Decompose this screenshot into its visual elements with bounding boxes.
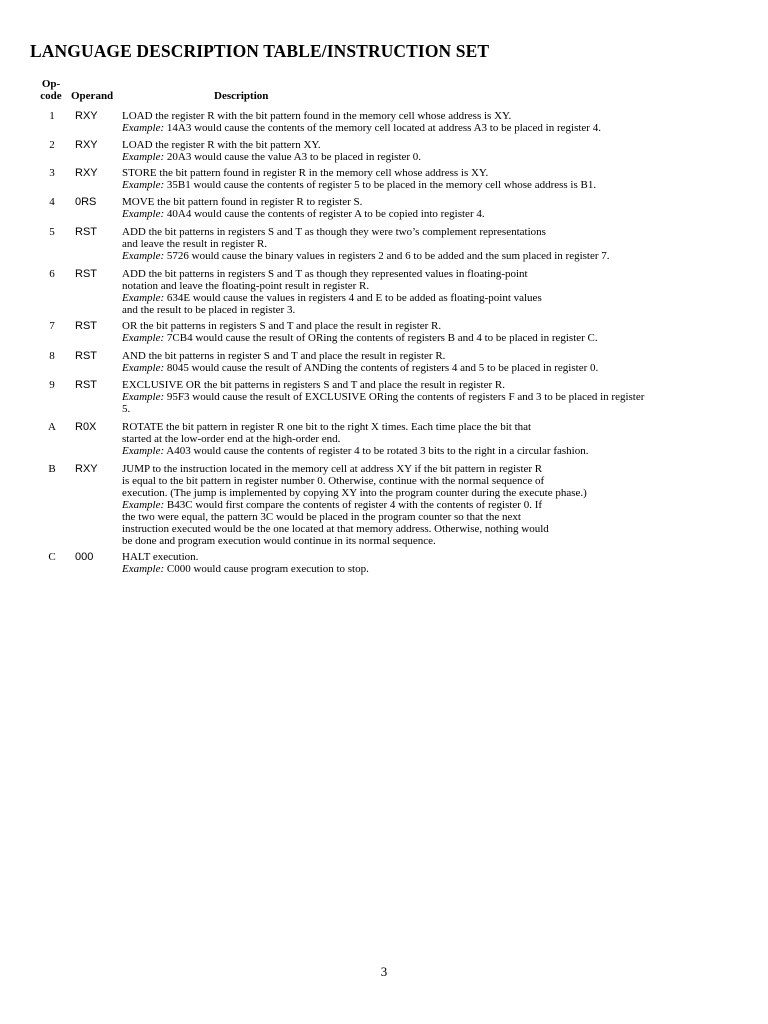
description-line: OR the bit patterns in registers S and T and place the result in register R.	[122, 320, 442, 332]
description-line: AND the bit patterns in register S and T and place the result in register R.	[122, 350, 446, 362]
example-text: 14A3 would cause the contents of the memory cell located at address A3 to be placed in register 4.	[164, 122, 601, 134]
example-line	[122, 179, 742, 191]
example-line	[122, 151, 742, 163]
description-line: execution. (The jump is implemented by copying XY into the program counter during the execute phase.)	[122, 487, 587, 499]
opcode-cell: 4	[49, 196, 55, 208]
description-cell	[122, 268, 742, 316]
example-text: 95F3 would cause the result of EXCLUSIVE ORing the contents of registers F and 3 to be placed in register	[164, 391, 645, 403]
opcode-cell: B	[48, 463, 56, 475]
example-line	[122, 292, 742, 304]
description-line: started at the low-order end at the high-order end.	[122, 433, 341, 445]
operand-cell: RST	[75, 350, 97, 362]
description-line: LOAD the register R with the bit pattern found in the memory cell whose address is XY.	[122, 110, 512, 122]
opcode-cell: 1	[49, 110, 55, 122]
opcode-cell: 3	[49, 167, 55, 179]
example-label: Example:	[122, 332, 165, 344]
description-line: MOVE the bit pattern found in register R to register S.	[122, 196, 363, 208]
example-text: 20A3 would cause the value A3 to be placed in register 0.	[164, 151, 422, 163]
operand-cell: RST	[75, 320, 97, 332]
page-title: LANGUAGE DESCRIPTION TABLE/INSTRUCTION SET	[30, 41, 490, 61]
description-line: HALT execution.	[122, 551, 199, 563]
description-line: STORE the bit pattern found in register R in the memory cell whose address is XY.	[122, 167, 489, 179]
opcode-cell: 8	[49, 350, 55, 362]
description-line: LOAD the register R with the bit pattern XY.	[122, 139, 321, 151]
operand-cell: 0RS	[75, 196, 97, 208]
example-continuation-line: be done and program execution would continue in its normal sequence.	[122, 535, 436, 547]
operand-cell: RST	[75, 379, 97, 391]
description-line: notation and leave the floating-point result in register R.	[122, 280, 370, 292]
example-label: Example:	[122, 208, 165, 220]
example-label: Example:	[122, 250, 165, 262]
description-cell	[122, 421, 742, 457]
page-number: 3	[380, 964, 388, 979]
description-cell	[122, 350, 742, 374]
example-line	[122, 332, 742, 344]
example-label: Example:	[122, 362, 165, 374]
description-cell	[122, 167, 742, 191]
opcode-cell: 9	[49, 379, 55, 391]
operand-cell: RXY	[75, 463, 98, 475]
example-continuation-line: 5.	[122, 403, 131, 415]
example-label: Example:	[122, 292, 165, 304]
description-line: ROTATE the bit pattern in register R one bit to the right X times. Each time place the bit that	[122, 421, 532, 433]
description-line: EXCLUSIVE OR the bit patterns in registers S and T and place the result in register R.	[122, 379, 505, 391]
description-cell	[122, 379, 742, 415]
operand-cell: RST	[75, 268, 97, 280]
example-label: Example:	[122, 179, 165, 191]
description-cell	[122, 551, 742, 575]
example-label: Example:	[122, 122, 165, 134]
opcode-cell: A	[48, 421, 56, 433]
example-text: 8045 would cause the result of ANDing the contents of registers 4 and 5 to be placed in register 0.	[164, 362, 599, 374]
example-label: Example:	[122, 391, 165, 403]
example-line	[122, 563, 742, 575]
operand-cell: RST	[75, 226, 97, 238]
example-line	[122, 122, 742, 134]
operand-cell: RXY	[75, 110, 98, 122]
example-text: 5726 would cause the binary values in registers 2 and 6 to be added and the sum placed in register 7.	[164, 250, 610, 262]
opcode-cell: 6	[49, 268, 55, 280]
opcode-header-line-2: code	[40, 90, 62, 102]
operand-cell: 000	[75, 551, 94, 563]
example-text: C000 would cause program execution to stop.	[164, 563, 369, 575]
example-text: 634E would cause the values in registers 4 and E to be added as floating-point values	[164, 292, 542, 304]
example-line	[122, 362, 742, 374]
operand-cell: R0X	[75, 421, 97, 433]
operand-cell: RXY	[75, 167, 98, 179]
opcode-column-header	[38, 78, 64, 102]
description-cell	[122, 196, 742, 220]
description-line: JUMP to the instruction located in the memory cell at address XY if the bit pattern in register R	[122, 463, 543, 475]
example-line	[122, 250, 742, 262]
example-label: Example:	[122, 445, 165, 457]
example-text: 35B1 would cause the contents of register 5 to be placed in the memory cell whose address is B1.	[164, 179, 597, 191]
example-line	[122, 445, 742, 457]
example-text: 40A4 would cause the contents of register A to be copied into register 4.	[164, 208, 485, 220]
operand-column-header: Operand	[71, 90, 114, 102]
example-label: Example:	[122, 563, 165, 575]
opcode-cell: C	[48, 551, 56, 563]
example-text: A403 would cause the contents of register 4 to be rotated 3 bits to the right in a circular fashion.	[164, 445, 589, 457]
example-label: Example:	[122, 151, 165, 163]
description-cell	[122, 320, 742, 344]
example-text: B43C would first compare the contents of register 4 with the contents of register 0. If	[164, 499, 543, 511]
example-continuation-line: the two were equal, the pattern 3C would be placed in the program counter so that the next	[122, 511, 521, 523]
opcode-cell: 5	[49, 226, 55, 238]
description-cell	[122, 110, 742, 134]
description-line: and leave the result in register R.	[122, 238, 268, 250]
description-cell	[122, 463, 742, 547]
opcode-cell: 7	[49, 320, 55, 332]
example-continuation-line: instruction executed would be the one located at that memory address. Otherwise, nothing would	[122, 523, 549, 535]
description-line: is equal to the bit pattern in register number 0. Otherwise, continue with the normal sequence of	[122, 475, 545, 487]
operand-cell: RXY	[75, 139, 98, 151]
example-text: 7CB4 would cause the result of ORing the contents of registers B and 4 to be placed in register C.	[164, 332, 598, 344]
example-label: Example:	[122, 499, 165, 511]
description-column-header: Description	[214, 90, 269, 102]
description-line: ADD the bit patterns in registers S and T as though they were two’s complement representations	[122, 226, 546, 238]
description-cell	[122, 139, 742, 163]
opcode-header-line-1: Op-	[41, 78, 61, 90]
description-line: ADD the bit patterns in registers S and T as though they represented values in floating-point	[122, 268, 528, 280]
example-line	[122, 391, 742, 403]
example-continuation-line: and the result to be placed in register 3.	[122, 304, 296, 316]
example-line	[122, 208, 742, 220]
description-cell	[122, 226, 742, 262]
opcode-cell: 2	[49, 139, 55, 151]
example-line	[122, 499, 742, 511]
